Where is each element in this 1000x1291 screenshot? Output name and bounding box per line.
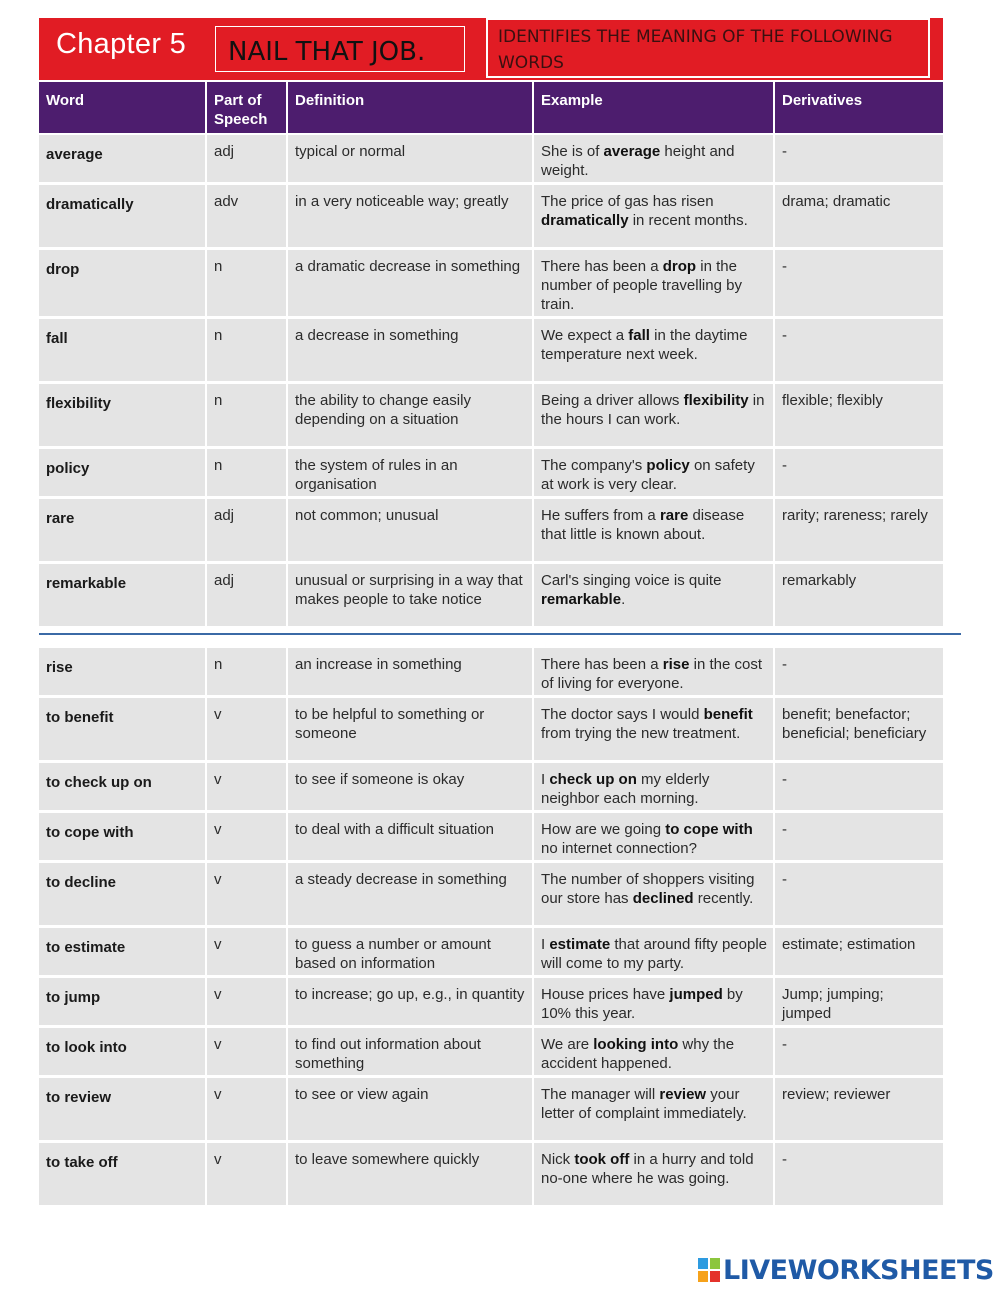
- example-cell: [534, 860, 775, 925]
- example-cell: [534, 1075, 775, 1140]
- example-text: in the number of people travelling by train.: [541, 258, 742, 313]
- table-row: [39, 925, 943, 975]
- word-cell: average: [39, 133, 207, 182]
- word-cell: to take off: [39, 1140, 207, 1205]
- definition-cell: a dramatic decrease in something: [288, 247, 534, 316]
- example-cell: [534, 316, 775, 381]
- column-header-part-of-speech: Part of Speech: [207, 82, 288, 133]
- example-text: in the hours I can work.: [541, 392, 765, 428]
- definition-cell: a decrease in something: [288, 316, 534, 381]
- word-cell: rare: [39, 496, 207, 561]
- definition-cell: to increase; go up, e.g., in quantity: [288, 975, 534, 1025]
- part-of-speech-cell: v: [207, 925, 288, 975]
- example-text: why the accident happened.: [541, 1036, 735, 1072]
- column-header-example: Example: [534, 82, 775, 133]
- derivatives-cell: -: [775, 316, 943, 381]
- table-row: [39, 381, 943, 446]
- derivatives-cell: -: [775, 646, 943, 695]
- derivatives-cell: -: [775, 860, 943, 925]
- example-text: There has been a: [541, 258, 663, 275]
- instruction-text: IDENTIFIES THE MEANING OF THE FOLLOWING WORDS: [486, 18, 930, 78]
- table-row: [39, 316, 943, 381]
- example-cell: [534, 381, 775, 446]
- derivatives-cell: -: [775, 1140, 943, 1205]
- part-of-speech-cell: n: [207, 381, 288, 446]
- example-text: He suffers from a: [541, 507, 660, 524]
- definition-cell: to leave somewhere quickly: [288, 1140, 534, 1205]
- example-highlight: drop: [662, 258, 697, 275]
- example-highlight: check up on: [549, 771, 637, 788]
- derivatives-cell: remarkably: [775, 561, 943, 626]
- definition-cell: a steady decrease in something: [288, 860, 534, 925]
- example-highlight: policy: [646, 457, 690, 474]
- table-row: [39, 760, 943, 810]
- example-cell: [534, 1025, 775, 1075]
- derivatives-cell: -: [775, 446, 943, 496]
- example-text: disease that little is known about.: [541, 507, 745, 543]
- part-of-speech-cell: v: [207, 860, 288, 925]
- part-of-speech-cell: adv: [207, 182, 288, 247]
- word-cell: to benefit: [39, 695, 207, 760]
- example-highlight: dramatically: [541, 212, 629, 229]
- example-text: We expect a: [541, 327, 629, 344]
- example-text: How are we going: [541, 821, 666, 838]
- derivatives-cell: review; reviewer: [775, 1075, 943, 1140]
- example-text: Nick: [541, 1151, 575, 1168]
- section-divider: [39, 626, 943, 646]
- word-cell: to jump: [39, 975, 207, 1025]
- example-cell: [534, 446, 775, 496]
- word-cell: to estimate: [39, 925, 207, 975]
- example-cell: [534, 133, 775, 182]
- example-cell: [534, 975, 775, 1025]
- table-row: [39, 446, 943, 496]
- derivatives-cell: Jump; jumping; jumped: [775, 975, 943, 1025]
- derivatives-cell: drama; dramatic: [775, 182, 943, 247]
- example-text: that around fifty people will come to my party.: [541, 936, 767, 972]
- example-cell: [534, 646, 775, 695]
- definition-cell: an increase in something: [288, 646, 534, 695]
- table-row: [39, 496, 943, 561]
- liveworksheets-logo: [698, 1254, 994, 1286]
- derivatives-cell: benefit; benefactor; beneficial; beneficiary: [775, 695, 943, 760]
- part-of-speech-cell: n: [207, 646, 288, 695]
- example-text: The price of gas has risen: [541, 193, 714, 210]
- derivatives-cell: -: [775, 133, 943, 182]
- definition-cell: the ability to change easily depending on a situation: [288, 381, 534, 446]
- vocabulary-table-body: [39, 133, 943, 1205]
- definition-cell: in a very noticeable way; greatly: [288, 182, 534, 247]
- example-text: on safety at work is very clear.: [541, 457, 755, 493]
- example-highlight: jumped: [669, 986, 723, 1003]
- example-highlight: rise: [662, 656, 690, 673]
- derivatives-cell: -: [775, 1025, 943, 1075]
- example-text: The manager will: [541, 1086, 660, 1103]
- word-cell: fall: [39, 316, 207, 381]
- table-row: [39, 561, 943, 626]
- example-highlight: to cope with: [665, 821, 753, 838]
- worksheet-title: NAIL THAT JOB.: [215, 26, 465, 72]
- word-cell: rise: [39, 646, 207, 695]
- example-text: I: [541, 936, 550, 953]
- definition-cell: the system of rules in an organisation: [288, 446, 534, 496]
- example-cell: [534, 695, 775, 760]
- example-highlight: flexibility: [683, 392, 749, 409]
- example-text: in the daytime temperature next week.: [541, 327, 748, 363]
- part-of-speech-cell: v: [207, 1075, 288, 1140]
- part-of-speech-cell: v: [207, 760, 288, 810]
- example-text: no internet connection?: [541, 840, 697, 857]
- definition-cell: to see or view again: [288, 1075, 534, 1140]
- example-highlight: fall: [628, 327, 650, 344]
- table-row: [39, 810, 943, 860]
- example-cell: [534, 925, 775, 975]
- example-text: my elderly neighbor each morning.: [541, 771, 710, 807]
- derivatives-cell: rarity; rareness; rarely: [775, 496, 943, 561]
- table-row: [39, 1075, 943, 1140]
- example-text: We are: [541, 1036, 594, 1053]
- part-of-speech-cell: n: [207, 316, 288, 381]
- table-header-row: [39, 82, 943, 133]
- word-cell: to review: [39, 1075, 207, 1140]
- liveworksheets-brand: LIVEWORKSHEETS: [723, 1254, 994, 1286]
- table-row: [39, 247, 943, 316]
- table-row: [39, 975, 943, 1025]
- word-cell: policy: [39, 446, 207, 496]
- table-row: [39, 182, 943, 247]
- column-header-definition: Definition: [288, 82, 534, 133]
- example-text: by 10% this year.: [541, 986, 743, 1022]
- example-cell: [534, 496, 775, 561]
- example-text: She is of: [541, 143, 604, 160]
- example-highlight: review: [659, 1086, 707, 1103]
- definition-cell: unusual or surprising in a way that makes people to take notice: [288, 561, 534, 626]
- vocabulary-table: [39, 82, 943, 1205]
- example-highlight: took off: [574, 1151, 630, 1168]
- example-cell: [534, 760, 775, 810]
- definition-cell: to find out information about something: [288, 1025, 534, 1075]
- derivatives-cell: -: [775, 247, 943, 316]
- table-row: [39, 1140, 943, 1205]
- part-of-speech-cell: adj: [207, 133, 288, 182]
- table-row: [39, 695, 943, 760]
- word-cell: to look into: [39, 1025, 207, 1075]
- example-cell: [534, 182, 775, 247]
- example-text: from trying the new treatment.: [541, 725, 741, 742]
- example-text: The doctor says I would: [541, 706, 704, 723]
- example-cell: [534, 1140, 775, 1205]
- table-row: [39, 133, 943, 182]
- part-of-speech-cell: n: [207, 446, 288, 496]
- part-of-speech-cell: n: [207, 247, 288, 316]
- derivatives-cell: flexible; flexibly: [775, 381, 943, 446]
- table-row: [39, 1025, 943, 1075]
- definition-cell: not common; unusual: [288, 496, 534, 561]
- example-text: in recent months.: [628, 212, 748, 229]
- example-highlight: estimate: [549, 936, 611, 953]
- example-text: There has been a: [541, 656, 663, 673]
- example-highlight: rare: [659, 507, 689, 524]
- part-of-speech-cell: adj: [207, 561, 288, 626]
- example-highlight: remarkable: [541, 591, 622, 608]
- part-of-speech-cell: v: [207, 1025, 288, 1075]
- part-of-speech-cell: v: [207, 975, 288, 1025]
- example-cell: [534, 247, 775, 316]
- word-cell: drop: [39, 247, 207, 316]
- word-cell: flexibility: [39, 381, 207, 446]
- part-of-speech-cell: adj: [207, 496, 288, 561]
- example-cell: [534, 561, 775, 626]
- example-highlight: declined: [632, 890, 694, 907]
- column-header-derivatives: Derivatives: [775, 82, 943, 133]
- word-cell: remarkable: [39, 561, 207, 626]
- example-text: in the cost of living for everyone.: [541, 656, 763, 692]
- example-text: your letter of complaint immediately.: [541, 1086, 747, 1122]
- example-highlight: benefit: [703, 706, 753, 723]
- example-text: height and weight.: [541, 143, 735, 179]
- liveworksheets-logo-icon: [698, 1258, 720, 1282]
- column-header-word: Word: [39, 82, 207, 133]
- part-of-speech-cell: v: [207, 1140, 288, 1205]
- example-text: recently.: [693, 890, 754, 907]
- part-of-speech-cell: v: [207, 810, 288, 860]
- example-text: in a hurry and told no-one where he was going.: [541, 1151, 754, 1187]
- derivatives-cell: estimate; estimation: [775, 925, 943, 975]
- chapter-title: Chapter 5: [56, 28, 187, 60]
- definition-cell: to be helpful to something or someone: [288, 695, 534, 760]
- word-cell: dramatically: [39, 182, 207, 247]
- example-cell: [534, 810, 775, 860]
- derivatives-cell: -: [775, 760, 943, 810]
- example-text: Carl's singing voice is quite: [541, 572, 722, 589]
- table-row: [39, 860, 943, 925]
- derivatives-cell: -: [775, 810, 943, 860]
- example-text: .: [621, 591, 626, 608]
- example-text: House prices have: [541, 986, 670, 1003]
- word-cell: to check up on: [39, 760, 207, 810]
- definition-cell: to guess a number or amount based on information: [288, 925, 534, 975]
- example-text: The company's: [541, 457, 647, 474]
- word-cell: to cope with: [39, 810, 207, 860]
- definition-cell: typical or normal: [288, 133, 534, 182]
- word-cell: to decline: [39, 860, 207, 925]
- example-highlight: average: [603, 143, 661, 160]
- definition-cell: to see if someone is okay: [288, 760, 534, 810]
- example-text: Being a driver allows: [541, 392, 684, 409]
- part-of-speech-cell: v: [207, 695, 288, 760]
- table-row: [39, 646, 943, 695]
- example-text: The number of shoppers visiting our store has: [541, 871, 755, 907]
- definition-cell: to deal with a difficult situation: [288, 810, 534, 860]
- example-text: I: [541, 771, 550, 788]
- example-highlight: looking into: [593, 1036, 679, 1053]
